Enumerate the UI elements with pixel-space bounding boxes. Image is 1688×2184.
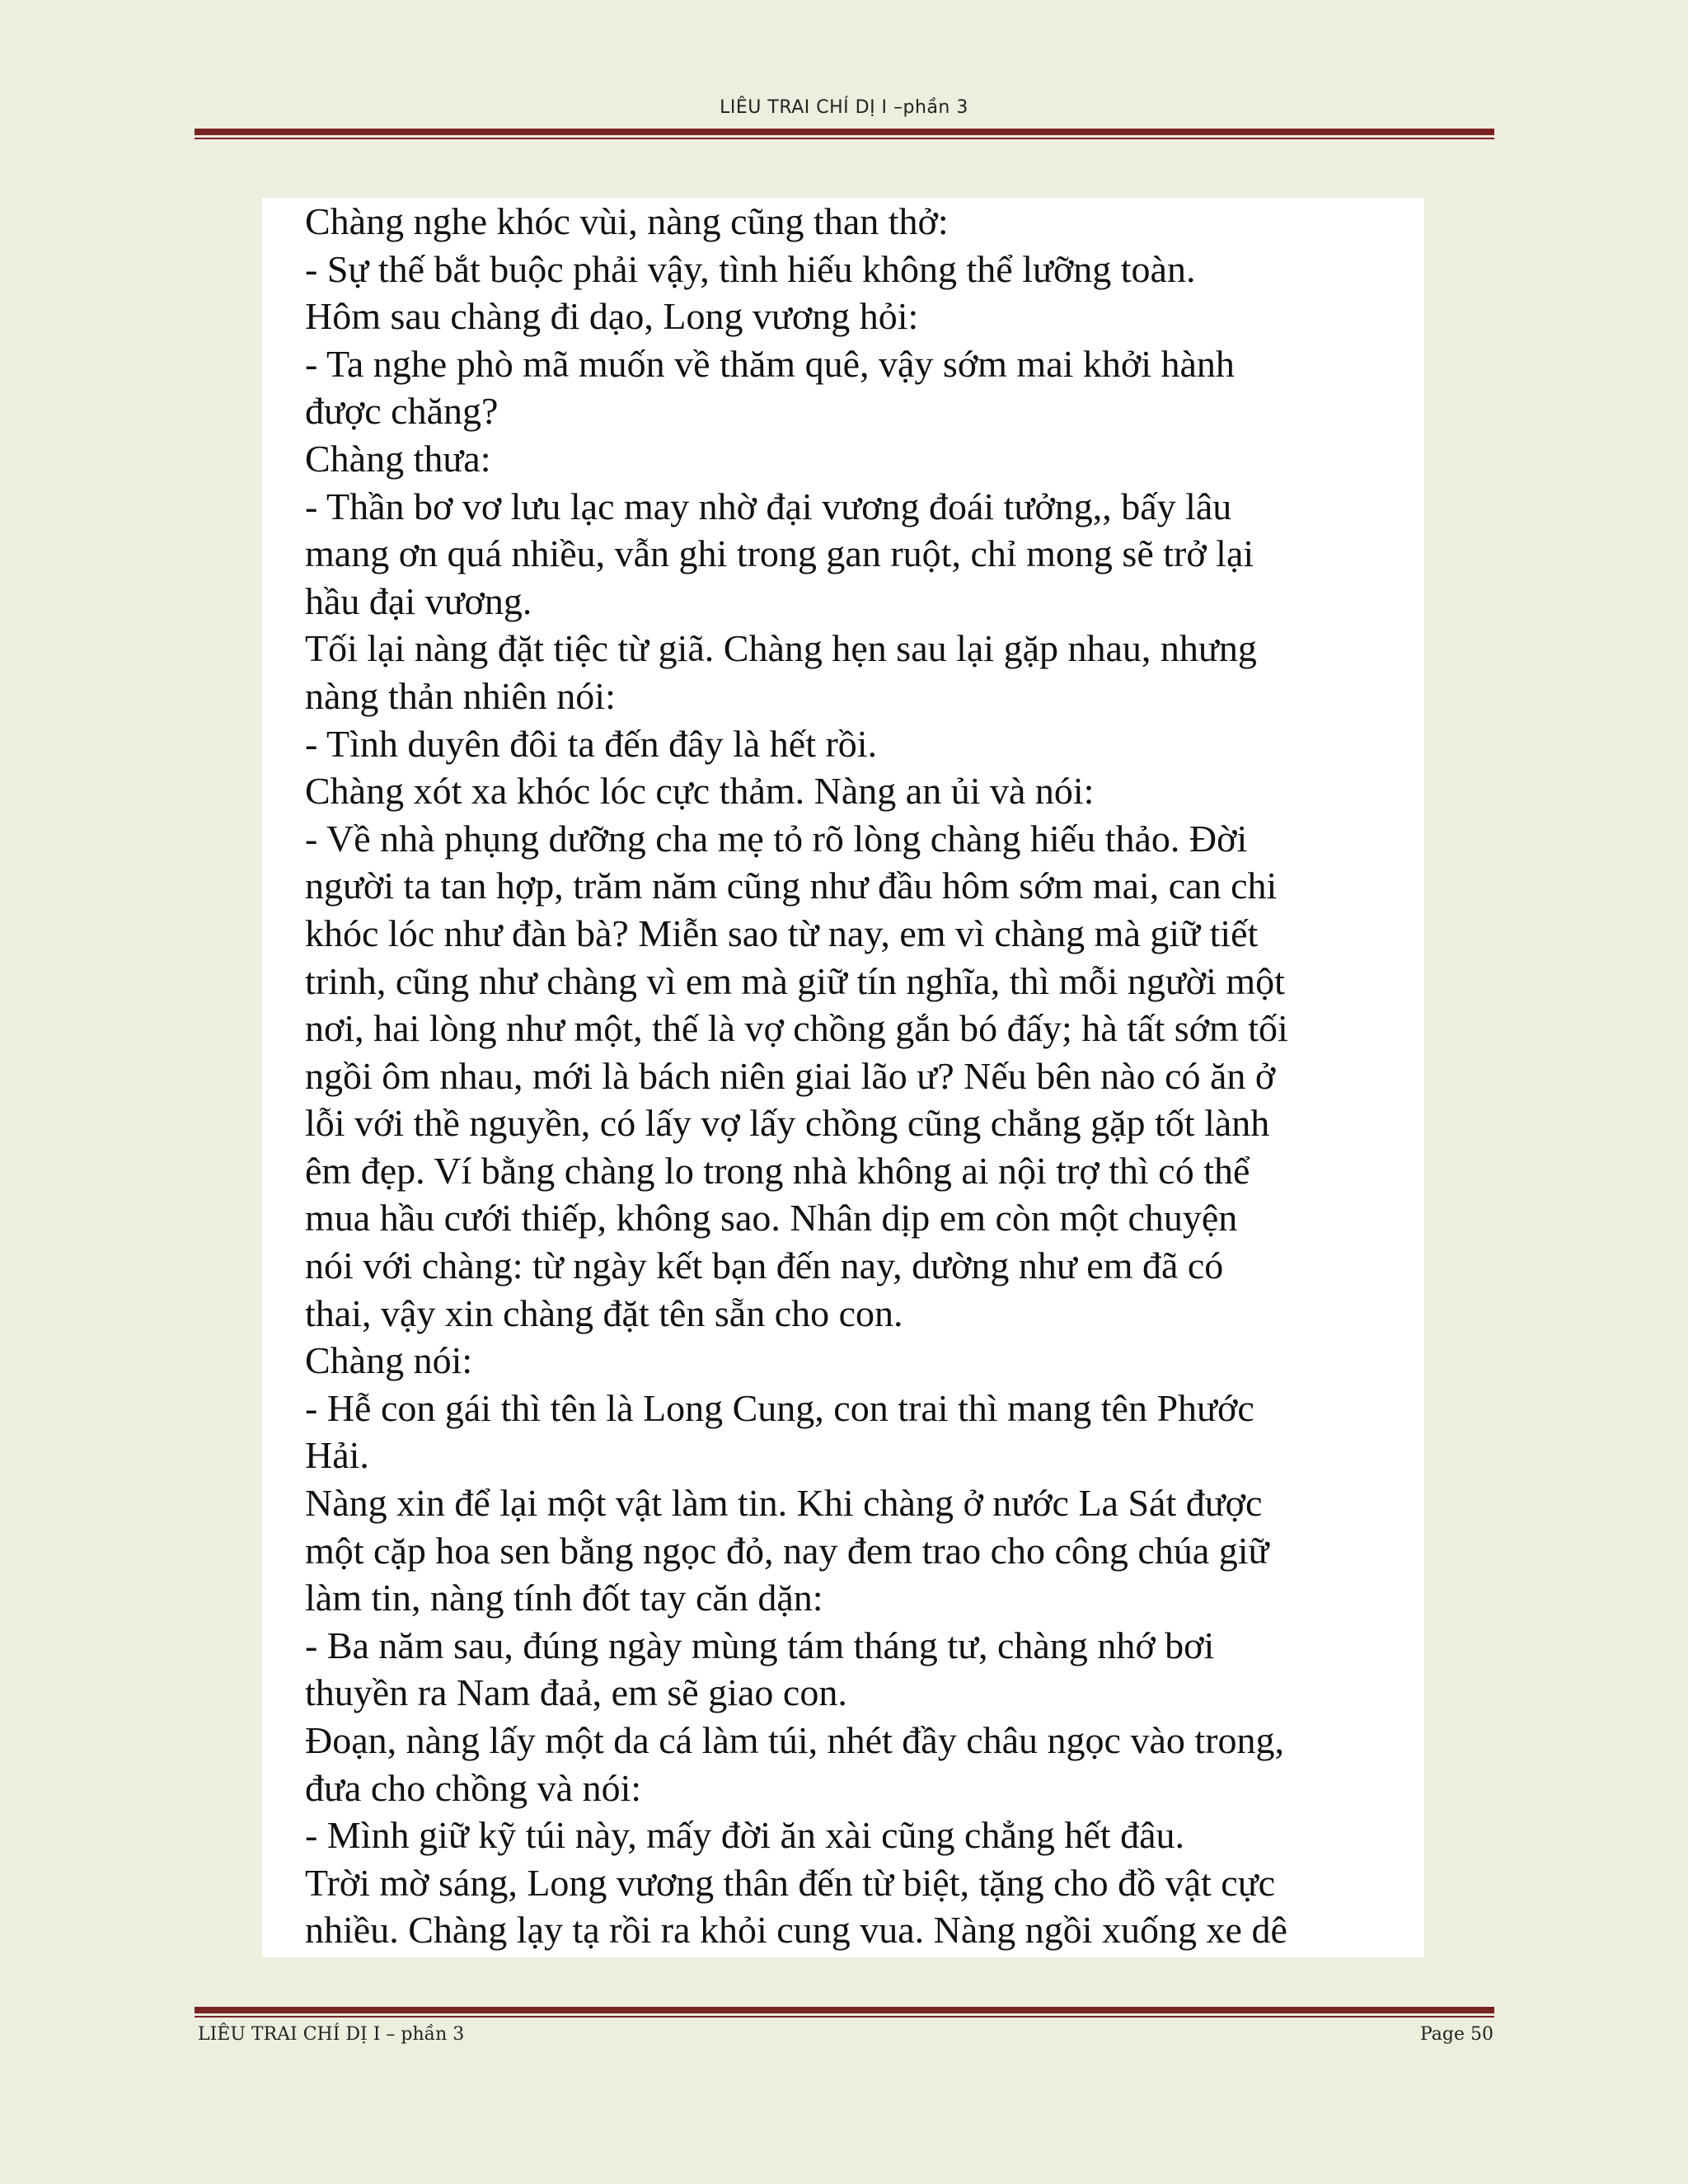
page-header-title: LIÊU TRAI CHÍ DỊ I –phần 3 — [720, 97, 968, 118]
text-line: mua hầu cưới thiếp, không sao. Nhân dịp em còn một chuyện — [305, 1197, 1238, 1240]
text-line: Chàng thưa: — [305, 437, 491, 480]
text-line: khóc lóc như đàn bà? Miễn sao từ nay, em vì chàng mà giữ tiết — [305, 912, 1259, 954]
text-line: nhiều. Chàng lạy tạ rồi ra khỏi cung vua. Nàng ngồi xuống xe dê — [305, 1909, 1287, 1952]
text-line: được chăng? — [305, 390, 499, 433]
page-body — [262, 198, 1424, 1957]
text-line: - Thần bơ vơ lưu lạc may nhờ đại vương đoái tưởng,, bấy lâu — [305, 485, 1232, 527]
footer-title: LIÊU TRAI CHÍ DỊ I – phần 3 — [198, 2024, 465, 2045]
text-line: làm tin, nàng tính đốt tay căn dặn: — [305, 1577, 823, 1619]
text-line: Đoạn, nàng lấy một da cá làm túi, nhét đầy châu ngọc vào trong, — [305, 1719, 1284, 1761]
text-line: nói với chàng: từ ngày kết bạn đến nay, dường như em đã có — [305, 1244, 1224, 1287]
header-divider — [195, 129, 1494, 139]
text-line: - Ba năm sau, đúng ngày mùng tám tháng tư, chàng nhớ bơi — [305, 1624, 1215, 1666]
body-text — [305, 198, 1426, 1954]
text-line: hầu đại vương. — [305, 579, 532, 622]
text-line: - Mình giữ kỹ túi này, mấy đời ăn xài cũng chẳng hết đâu. — [305, 1814, 1184, 1857]
text-line: lỗi với thề nguyền, có lấy vợ lấy chồng cũng chẳng gặp tốt lành — [305, 1102, 1270, 1145]
text-line: thuyền ra Nam đaả, em sẽ giao con. — [305, 1671, 847, 1714]
text-line: - Sự thế bắt buộc phải vậy, tình hiếu không thể lưỡng toàn. — [305, 247, 1196, 290]
text-line: Nàng xin để lại một vật làm tin. Khi chàng ở nước La Sát được — [305, 1482, 1263, 1525]
text-line: đưa cho chồng và nói: — [305, 1766, 642, 1809]
text-line: thai, vậy xin chàng đặt tên sẵn cho con. — [305, 1291, 903, 1334]
text-line: êm đẹp. Ví bằng chàng lo trong nhà không ai nội trợ thì có thể — [305, 1149, 1250, 1192]
footer-divider — [195, 2007, 1494, 2018]
text-line: - Về nhà phụng dưỡng cha mẹ tỏ rõ lòng chàng hiếu thảo. Đời — [305, 817, 1248, 860]
text-line: - Hễ con gái thì tên là Long Cung, con trai thì mang tên Phước — [305, 1386, 1254, 1429]
text-line: nàng thản nhiên nói: — [305, 674, 616, 717]
text-line: Chàng nói: — [305, 1339, 473, 1382]
text-line: Chàng xót xa khóc lóc cực thảm. Nàng an ủi và nói: — [305, 770, 1095, 813]
text-line: Hôm sau chàng đi dạo, Long vương hỏi: — [305, 295, 919, 338]
text-line: nơi, hai lòng như một, thế là vợ chồng gắn bó đấy; hà tất sớm tối — [305, 1007, 1288, 1050]
text-line: - Tình duyên đôi ta đến đây là hết rồi. — [305, 722, 878, 765]
text-line: người ta tan hợp, trăm năm cũng như đầu hôm sớm mai, can chi — [305, 865, 1278, 907]
text-line: mang ơn quá nhiều, vẫn ghi trong gan ruột, chỉ mong sẽ trở lại — [305, 532, 1254, 575]
text-line: một cặp hoa sen bằng ngọc đỏ, nay đem trao cho công chúa giữ — [305, 1529, 1269, 1572]
text-line: Hải. — [305, 1434, 369, 1477]
text-line: ngồi ôm nhau, mới là bách niên giai lão ư? Nếu bên nào có ăn ở — [305, 1054, 1276, 1097]
text-line: Chàng nghe khóc vùi, nàng cũng than thở: — [305, 200, 949, 242]
text-line: - Ta nghe phò mã muốn về thăm quê, vậy sớm mai khởi hành — [305, 342, 1235, 385]
page-number: Page 50 — [1419, 2024, 1493, 2045]
text-line: Trời mờ sáng, Long vương thân đến từ biệt, tặng cho đồ vật cực — [305, 1861, 1276, 1904]
text-line: Tối lại nàng đặt tiệc từ giã. Chàng hẹn sau lại gặp nhau, nhưng — [305, 627, 1257, 670]
text-line: trinh, cũng như chàng vì em mà giữ tín nghĩa, thì mỗi người một — [305, 959, 1285, 1002]
